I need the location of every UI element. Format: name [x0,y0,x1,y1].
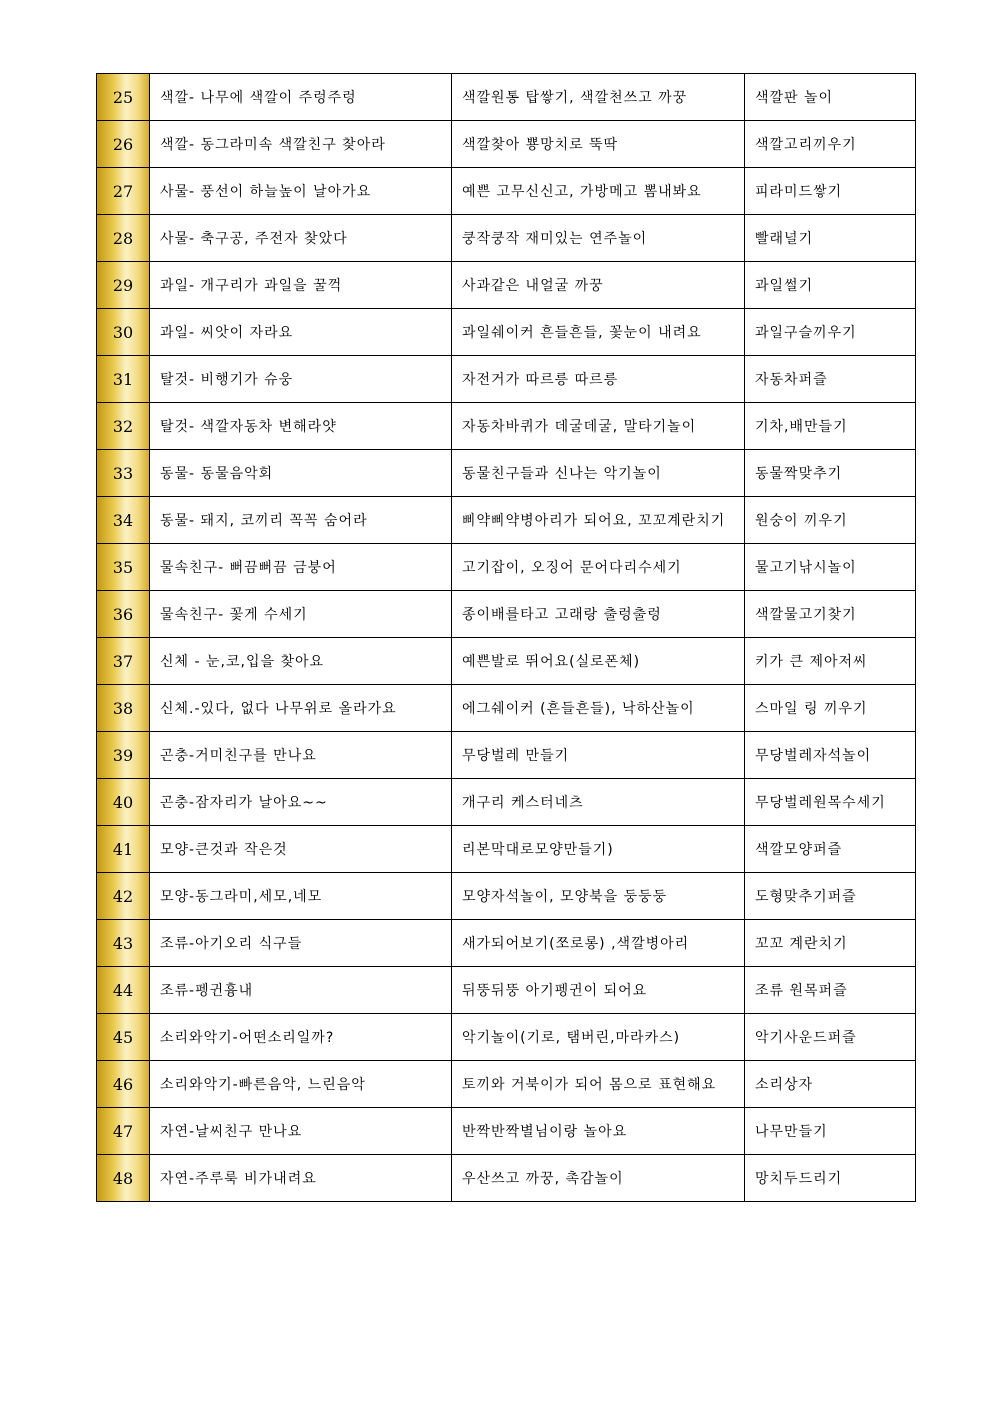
play-cell: 색깔고리끼우기 [745,121,916,168]
activity-cell: 색깔원통 탑쌓기, 색깔천쓰고 까꿍 [452,74,745,121]
week-number-cell: 30 [97,309,150,356]
theme-cell: 사물- 풍선이 하늘높이 날아가요 [150,168,452,215]
week-number-cell: 44 [97,967,150,1014]
week-number-cell: 47 [97,1108,150,1155]
theme-cell: 자연-날씨친구 만나요 [150,1108,452,1155]
play-cell: 원숭이 끼우기 [745,497,916,544]
theme-cell: 신체.-있다, 없다 나무위로 올라가요 [150,685,452,732]
play-cell: 악기사운드퍼즐 [745,1014,916,1061]
theme-cell: 사물- 축구공, 주전자 찾았다 [150,215,452,262]
play-cell: 도형맞추기퍼즐 [745,873,916,920]
table-row [97,309,916,356]
play-cell: 키가 큰 제아저씨 [745,638,916,685]
play-cell: 기차,배만들기 [745,403,916,450]
activity-cell: 사과같은 내얼굴 까꿍 [452,262,745,309]
play-cell: 색깔모양퍼즐 [745,826,916,873]
table-row [97,591,916,638]
theme-cell: 모양-동그라미,세모,네모 [150,873,452,920]
week-number-cell: 33 [97,450,150,497]
activity-cell: 개구리 케스터네츠 [452,779,745,826]
theme-cell: 소리와악기-어떤소리일까? [150,1014,452,1061]
week-number-cell: 27 [97,168,150,215]
week-number-cell: 37 [97,638,150,685]
theme-cell: 물속친구- 뻐끔뻐끔 금붕어 [150,544,452,591]
table-row [97,497,916,544]
activity-cell: 토끼와 거북이가 되어 몸으로 표현해요 [452,1061,745,1108]
theme-cell: 조류-아기오리 식구들 [150,920,452,967]
activity-cell: 무당벌레 만들기 [452,732,745,779]
table-row [97,1061,916,1108]
activity-cell: 우산쓰고 까꿍, 촉감놀이 [452,1155,745,1202]
week-number-cell: 42 [97,873,150,920]
play-cell: 망치두드리기 [745,1155,916,1202]
week-number-cell: 29 [97,262,150,309]
activity-cell: 예쁜발로 뛰어요(실로폰체) [452,638,745,685]
theme-cell: 조류-펭귄흉내 [150,967,452,1014]
activity-cell: 자동차바퀴가 데굴데굴, 말타기놀이 [452,403,745,450]
theme-cell: 색깔- 동그라미속 색깔친구 찾아라 [150,121,452,168]
table-row [97,685,916,732]
table-row [97,826,916,873]
table-row [97,168,916,215]
play-cell: 물고기낚시놀이 [745,544,916,591]
week-number-cell: 34 [97,497,150,544]
week-number-cell: 35 [97,544,150,591]
table-row [97,544,916,591]
table-row [97,215,916,262]
activity-cell: 모양자석놀이, 모양북을 둥둥둥 [452,873,745,920]
play-cell: 나무만들기 [745,1108,916,1155]
week-number-cell: 45 [97,1014,150,1061]
theme-cell: 탈것- 색깔자동차 변해라얏 [150,403,452,450]
schedule-table-body [97,74,916,1202]
activity-cell: 과일쉐이커 흔들흔들, 꽃눈이 내려요 [452,309,745,356]
table-row [97,403,916,450]
activity-cell: 악기놀이(기로, 탬버린,마라카스) [452,1014,745,1061]
play-cell: 과일구슬끼우기 [745,309,916,356]
week-number-cell: 31 [97,356,150,403]
activity-cell: 뒤뚱뒤뚱 아기펭귄이 되어요 [452,967,745,1014]
activity-cell: 고기잡이, 오징어 문어다리수세기 [452,544,745,591]
week-number-cell: 46 [97,1061,150,1108]
play-cell: 색깔물고기찾기 [745,591,916,638]
table-row [97,74,916,121]
play-cell: 색깔판 놀이 [745,74,916,121]
theme-cell: 동물- 동물음악회 [150,450,452,497]
theme-cell: 자연-주루룩 비가내려요 [150,1155,452,1202]
week-number-cell: 25 [97,74,150,121]
week-number-cell: 36 [97,591,150,638]
play-cell: 꼬꼬 계란치기 [745,920,916,967]
theme-cell: 모양-큰것과 작은것 [150,826,452,873]
play-cell: 피라미드쌓기 [745,168,916,215]
activity-cell: 반짝반짝별님이랑 놀아요 [452,1108,745,1155]
table-row [97,779,916,826]
activity-cell: 자전거가 따르릉 따르릉 [452,356,745,403]
table-row [97,1014,916,1061]
play-cell: 과일썰기 [745,262,916,309]
table-row [97,732,916,779]
play-cell: 조류 원목퍼즐 [745,967,916,1014]
activity-cell: 새가되어보기(쪼로롱) ,색깔병아리 [452,920,745,967]
table-row [97,873,916,920]
theme-cell: 과일- 씨앗이 자라요 [150,309,452,356]
table-row [97,262,916,309]
week-number-cell: 32 [97,403,150,450]
theme-cell: 신체 - 눈,코,입을 찾아요 [150,638,452,685]
table-row [97,121,916,168]
table-row [97,920,916,967]
activity-cell: 색깔찾아 뿅망치로 뚝딱 [452,121,745,168]
play-cell: 동물짝맞추기 [745,450,916,497]
theme-cell: 동물- 돼지, 코끼리 꼭꼭 숨어라 [150,497,452,544]
theme-cell: 과일- 개구리가 과일을 꿀꺽 [150,262,452,309]
theme-cell: 물속친구- 꽃게 수세기 [150,591,452,638]
play-cell: 빨래널기 [745,215,916,262]
table-row [97,967,916,1014]
week-number-cell: 48 [97,1155,150,1202]
week-number-cell: 26 [97,121,150,168]
table-row [97,1108,916,1155]
play-cell: 자동차퍼즐 [745,356,916,403]
theme-cell: 색깔- 나무에 색깔이 주렁주렁 [150,74,452,121]
table-row [97,1155,916,1202]
theme-cell: 곤충-거미친구를 만나요 [150,732,452,779]
play-cell: 무당벌레자석놀이 [745,732,916,779]
activity-cell: 예쁜 고무신신고, 가방메고 뽐내봐요 [452,168,745,215]
activity-cell: 에그쉐이커 (흔들흔들), 낙하산놀이 [452,685,745,732]
week-number-cell: 28 [97,215,150,262]
week-number-cell: 40 [97,779,150,826]
table-row [97,356,916,403]
schedule-table [96,73,916,1202]
activity-cell: 동물친구들과 신나는 악기놀이 [452,450,745,497]
theme-cell: 탈것- 비행기가 슈웅 [150,356,452,403]
theme-cell: 곤충-잠자리가 날아요~~ [150,779,452,826]
play-cell: 스마일 링 끼우기 [745,685,916,732]
week-number-cell: 38 [97,685,150,732]
table-row [97,450,916,497]
week-number-cell: 43 [97,920,150,967]
week-number-cell: 39 [97,732,150,779]
table-row [97,638,916,685]
week-number-cell: 41 [97,826,150,873]
activity-cell: 리본막대로모양만들기) [452,826,745,873]
activity-cell: 종이배를타고 고래랑 출렁출렁 [452,591,745,638]
play-cell: 소리상자 [745,1061,916,1108]
activity-cell: 쿵작쿵작 재미있는 연주놀이 [452,215,745,262]
activity-cell: 삐약삐약병아리가 되어요, 꼬꼬계란치기 [452,497,745,544]
play-cell: 무당벌레원목수세기 [745,779,916,826]
theme-cell: 소리와악기-빠른음악, 느린음악 [150,1061,452,1108]
